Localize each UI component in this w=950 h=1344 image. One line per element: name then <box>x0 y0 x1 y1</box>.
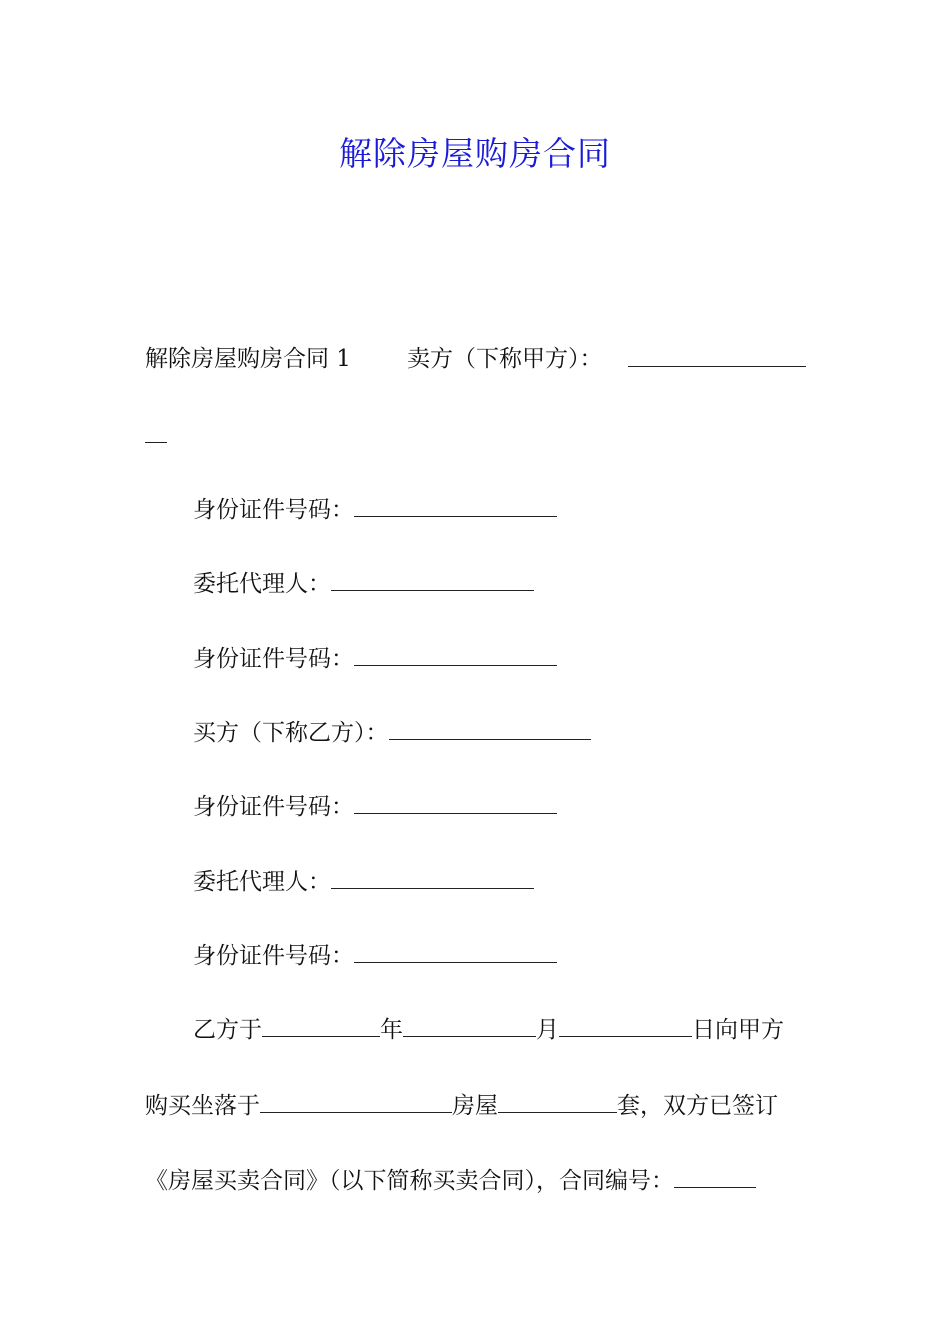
buyer-label: 买方（下称乙方）： <box>193 720 389 746</box>
paragraph-text: 套，双方已签订 <box>617 1093 778 1119</box>
paragraph-text: 乙方于 <box>193 1017 262 1043</box>
seller-id-blank[interactable] <box>354 494 557 517</box>
seller-agent-label: 委托代理人： <box>193 571 331 597</box>
paragraph-line-3 <box>145 1165 756 1196</box>
year-blank[interactable] <box>262 1014 380 1037</box>
contract-heading: 解除房屋购房合同 1 <box>145 346 351 372</box>
paragraph-line-2 <box>145 1090 778 1121</box>
buyer-agent-id-label: 身份证件号码： <box>193 943 354 969</box>
seller-id-label: 身份证件号码： <box>193 497 354 523</box>
seller-blank-continued[interactable] <box>145 420 167 443</box>
buyer-agent-id-line <box>193 940 557 971</box>
month-blank[interactable] <box>403 1014 536 1037</box>
document-title: 解除房屋购房合同 <box>339 134 611 173</box>
seller-agent-id-line <box>193 643 557 674</box>
buyer-line <box>193 717 591 748</box>
seller-agent-id-blank[interactable] <box>354 643 557 666</box>
seller-blank-line <box>628 344 806 375</box>
paragraph-text: 《房屋买卖合同》（以下简称买卖合同），合同编号： <box>145 1168 674 1194</box>
seller-agent-id-label: 身份证件号码： <box>193 646 354 672</box>
seller-id-line <box>193 494 557 525</box>
buyer-agent-blank[interactable] <box>331 866 534 889</box>
paragraph-text: 日向甲方 <box>692 1017 784 1043</box>
quantity-blank[interactable] <box>498 1090 617 1113</box>
seller-line <box>407 344 603 374</box>
location-blank[interactable] <box>260 1090 452 1113</box>
paragraph-text: 年 <box>380 1017 403 1043</box>
buyer-agent-line <box>193 866 534 897</box>
buyer-agent-label: 委托代理人： <box>193 869 331 895</box>
buyer-agent-id-blank[interactable] <box>354 940 557 963</box>
buyer-id-line <box>193 791 557 822</box>
seller-blank[interactable] <box>628 344 806 367</box>
paragraph-text: 月 <box>536 1017 559 1043</box>
paragraph-text: 房屋 <box>452 1093 498 1119</box>
paragraph-text: 购买坐落于 <box>145 1093 260 1119</box>
seller-label: 卖方（下称甲方）： <box>407 346 603 372</box>
buyer-id-blank[interactable] <box>354 791 557 814</box>
buyer-id-label: 身份证件号码： <box>193 794 354 820</box>
intro-line <box>145 344 351 374</box>
seller-agent-blank[interactable] <box>331 568 534 591</box>
contract-number-blank[interactable] <box>674 1165 756 1188</box>
paragraph-line-1 <box>193 1014 784 1045</box>
seller-agent-line <box>193 568 534 599</box>
seller-blank-continued-line <box>145 420 167 451</box>
buyer-blank[interactable] <box>389 717 591 740</box>
day-blank[interactable] <box>559 1014 692 1037</box>
